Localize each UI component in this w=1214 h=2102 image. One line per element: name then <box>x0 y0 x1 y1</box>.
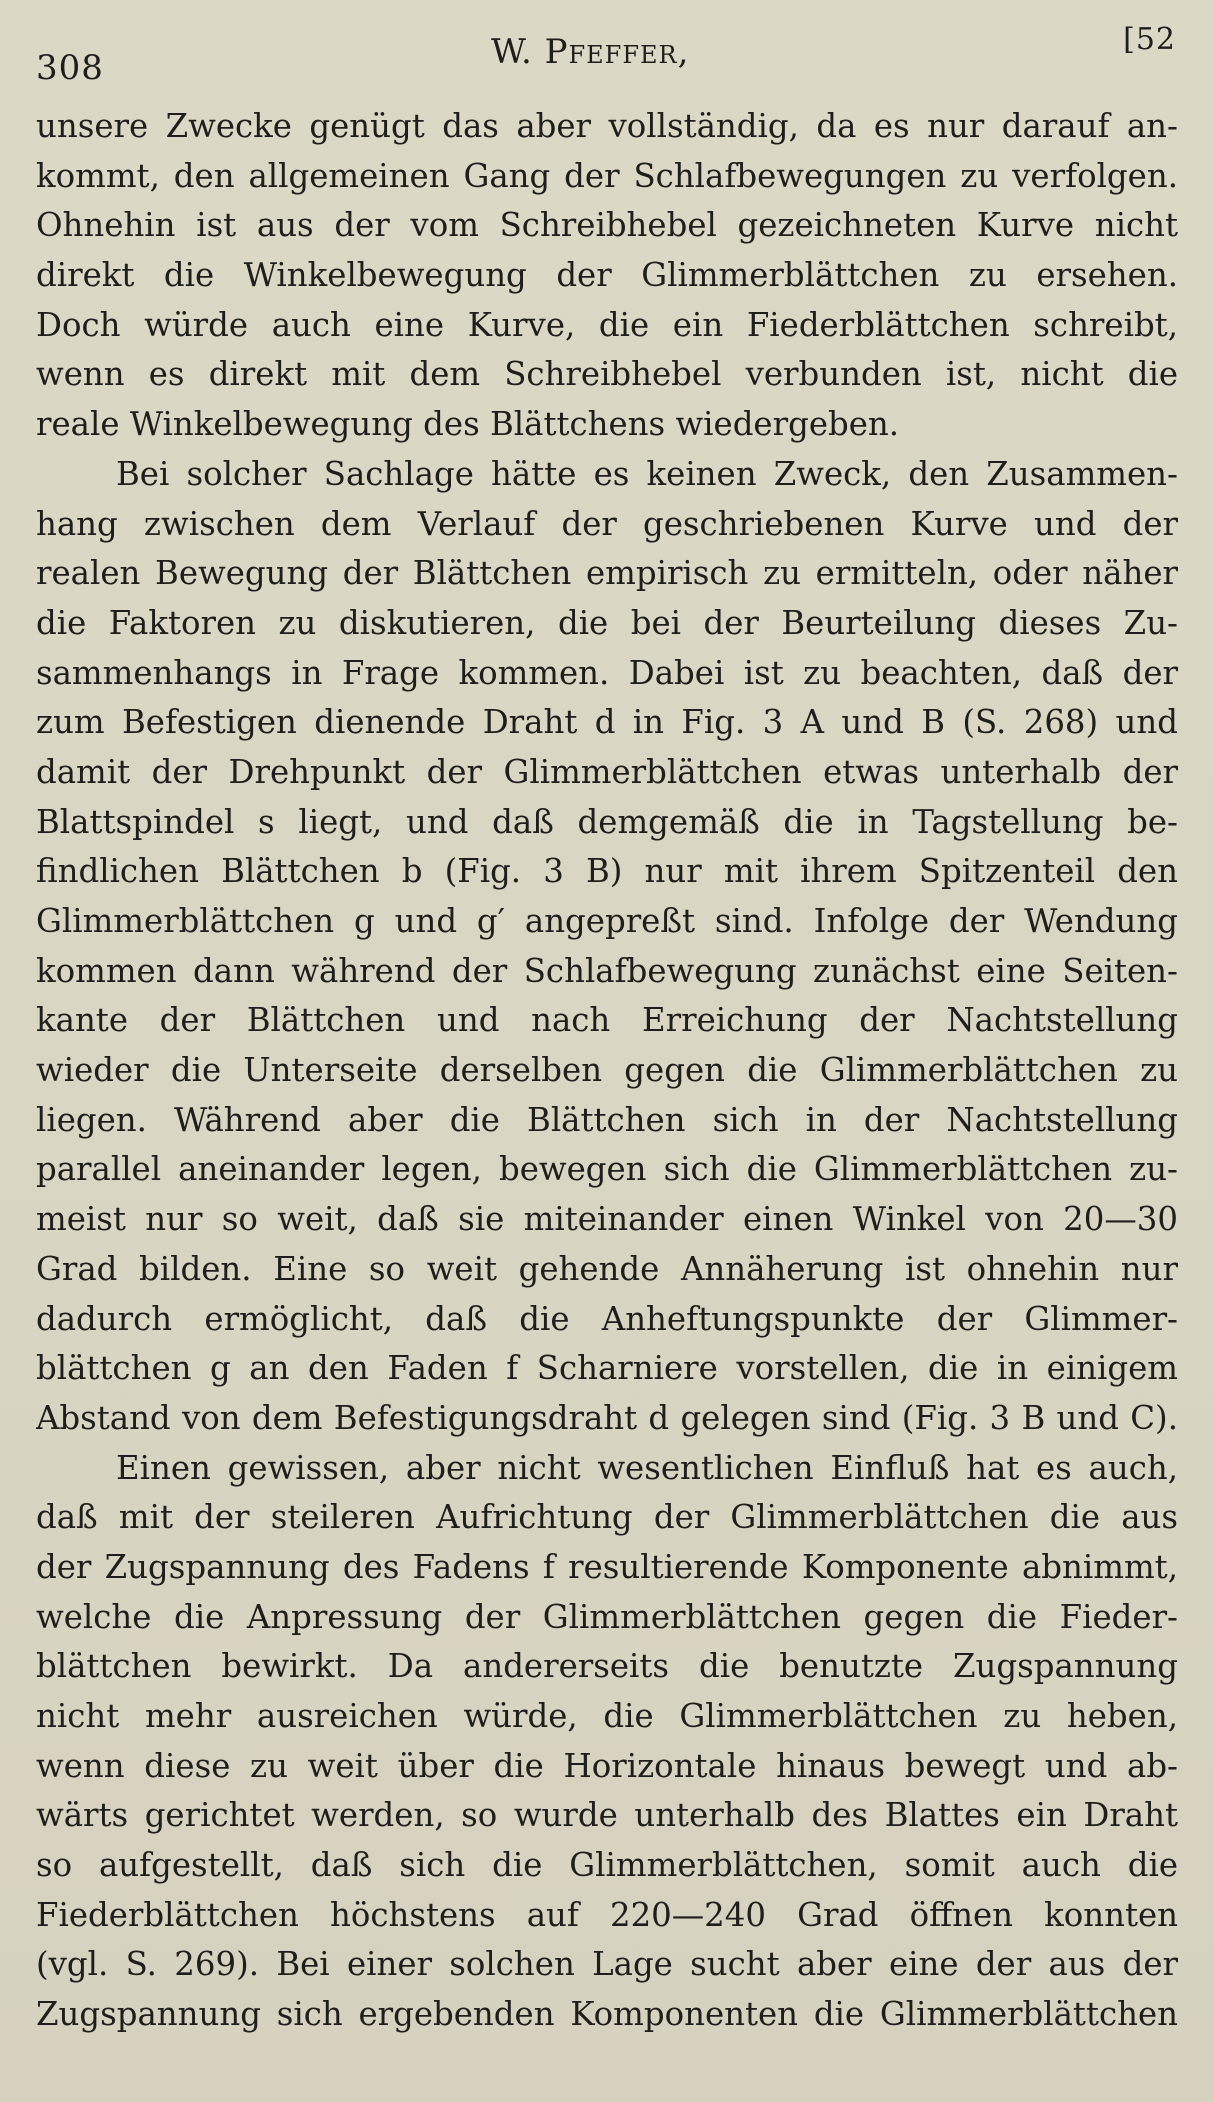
text-line: dadurch ermöglicht, daß die Anheftungspunkte der Glimmer- <box>36 1299 1178 1338</box>
text-line: Einen gewissen, aber nicht wesentlichen Einfluß hat es auch, <box>116 1448 1178 1487</box>
text-line: die Faktoren zu diskutieren, die bei der Beurteilung dieses Zu- <box>36 603 1178 642</box>
text-line: Grad bilden. Eine so weit gehende Annäherung ist ohnehin nur <box>36 1249 1178 1288</box>
text-line: reale Winkelbewegung des Blättchens wiedergeben. <box>36 405 900 444</box>
text-line: parallel aneinander legen, bewegen sich die Glimmerblättchen zu- <box>36 1150 1178 1189</box>
text-line: blättchen g an den Faden f Scharniere vorstellen, die in einigem <box>36 1349 1178 1388</box>
text-line: Zugspannung sich ergebenden Komponenten die Glimmerblättchen <box>36 1995 1178 2034</box>
text-line: zum Befestigen dienende Draht d in Fig. 3 A und B (S. 268) und <box>36 703 1178 742</box>
text-line: meist nur so weit, daß sie miteinander einen Winkel von 20—30 <box>36 1200 1178 1239</box>
text-line: wieder die Unterseite derselben gegen die Glimmerblättchen zu <box>36 1051 1178 1090</box>
text-line: damit der Drehpunkt der Glimmerblättchen etwas unterhalb der <box>36 752 1178 791</box>
text-line: kommt, den allgemeinen Gang der Schlafbewegungen zu verfolgen. <box>36 156 1178 195</box>
running-head <box>491 32 689 72</box>
paragraph-3 <box>36 1444 1178 2040</box>
page-reference: [52 <box>1123 22 1176 57</box>
text-line: Abstand von dem Befestigungsdraht d gelegen sind (Fig. 3 B und C). <box>36 1398 1178 1437</box>
text-line: der Zugspannung des Fadens f resultierende Komponente abnimmt, <box>36 1547 1178 1586</box>
text-line: direkt die Winkelbewegung der Glimmerblättchen zu ersehen. <box>36 256 1178 295</box>
body-text <box>36 102 1178 2040</box>
text-line: kommen dann während der Schlafbewegung zunächst eine Seiten- <box>36 951 1178 990</box>
page-header <box>36 22 1176 88</box>
text-line: findlichen Blättchen b (Fig. 3 B) nur mit ihrem Spitzenteil den <box>36 852 1178 891</box>
text-line: blättchen bewirkt. Da andererseits die benutzte Zugspannung <box>36 1647 1178 1686</box>
text-line: Glimmerblättchen g und g′ angepreßt sind. Infolge der Wendung <box>36 902 1178 940</box>
text-line: nicht mehr ausreichen würde, die Glimmerblättchen zu heben, <box>36 1697 1178 1735</box>
text-line: sammenhangs in Frage kommen. Dabei ist zu beachten, daß der <box>36 653 1178 692</box>
running-head-author: Pfeffer, <box>544 32 690 72</box>
text-line: welche die Anpressung der Glimmerblättchen gegen die Fieder- <box>36 1597 1178 1636</box>
text-line: wärts gerichtet werden, so wurde unterhalb des Blattes ein Draht <box>36 1796 1178 1835</box>
text-line: daß mit der steileren Aufrichtung der Glimmerblättchen die aus <box>36 1498 1178 1537</box>
text-line: (vgl. S. 269). Bei einer solchen Lage sucht aber eine der aus der <box>36 1945 1178 1984</box>
text-line: Ohnehin ist aus der vom Schreibhebel gezeichneten Kurve nicht <box>36 206 1178 245</box>
text-line: Blattspindel s liegt, und daß demgemäß die in Tagstellung be- <box>36 802 1178 841</box>
page-number: 308 <box>36 48 104 88</box>
text-line: wenn es direkt mit dem Schreibhebel verbunden ist, nicht die <box>36 355 1178 394</box>
text-line: liegen. Während aber die Blättchen sich in der Nachtstellung <box>36 1100 1178 1139</box>
text-line: so aufgestellt, daß sich die Glimmerblättchen, somit auch die <box>36 1846 1178 1885</box>
text-line: unsere Zwecke genügt das aber vollständig, da es nur darauf an- <box>36 107 1178 145</box>
text-line: wenn diese zu weit über die Horizontale hinaus bewegt und ab- <box>36 1746 1178 1785</box>
text-line: Doch würde auch eine Kurve, die ein Fiederblättchen schreibt, <box>36 305 1178 344</box>
paragraph-1 <box>36 102 1178 450</box>
text-line: realen Bewegung der Blättchen empirisch zu ermitteln, oder näher <box>36 554 1178 593</box>
text-line: kante der Blättchen und nach Erreichung der Nachtstellung <box>36 1001 1178 1040</box>
running-head-initial: W. <box>491 32 533 72</box>
paragraph-2 <box>36 450 1178 1444</box>
text-line: hang zwischen dem Verlauf der geschriebenen Kurve und der <box>36 504 1178 543</box>
text-line: Fiederblättchen höchstens auf 220—240 Grad öffnen konnten <box>36 1895 1178 1934</box>
text-line: Bei solcher Sachlage hätte es keinen Zweck, den Zusammen- <box>116 454 1178 493</box>
